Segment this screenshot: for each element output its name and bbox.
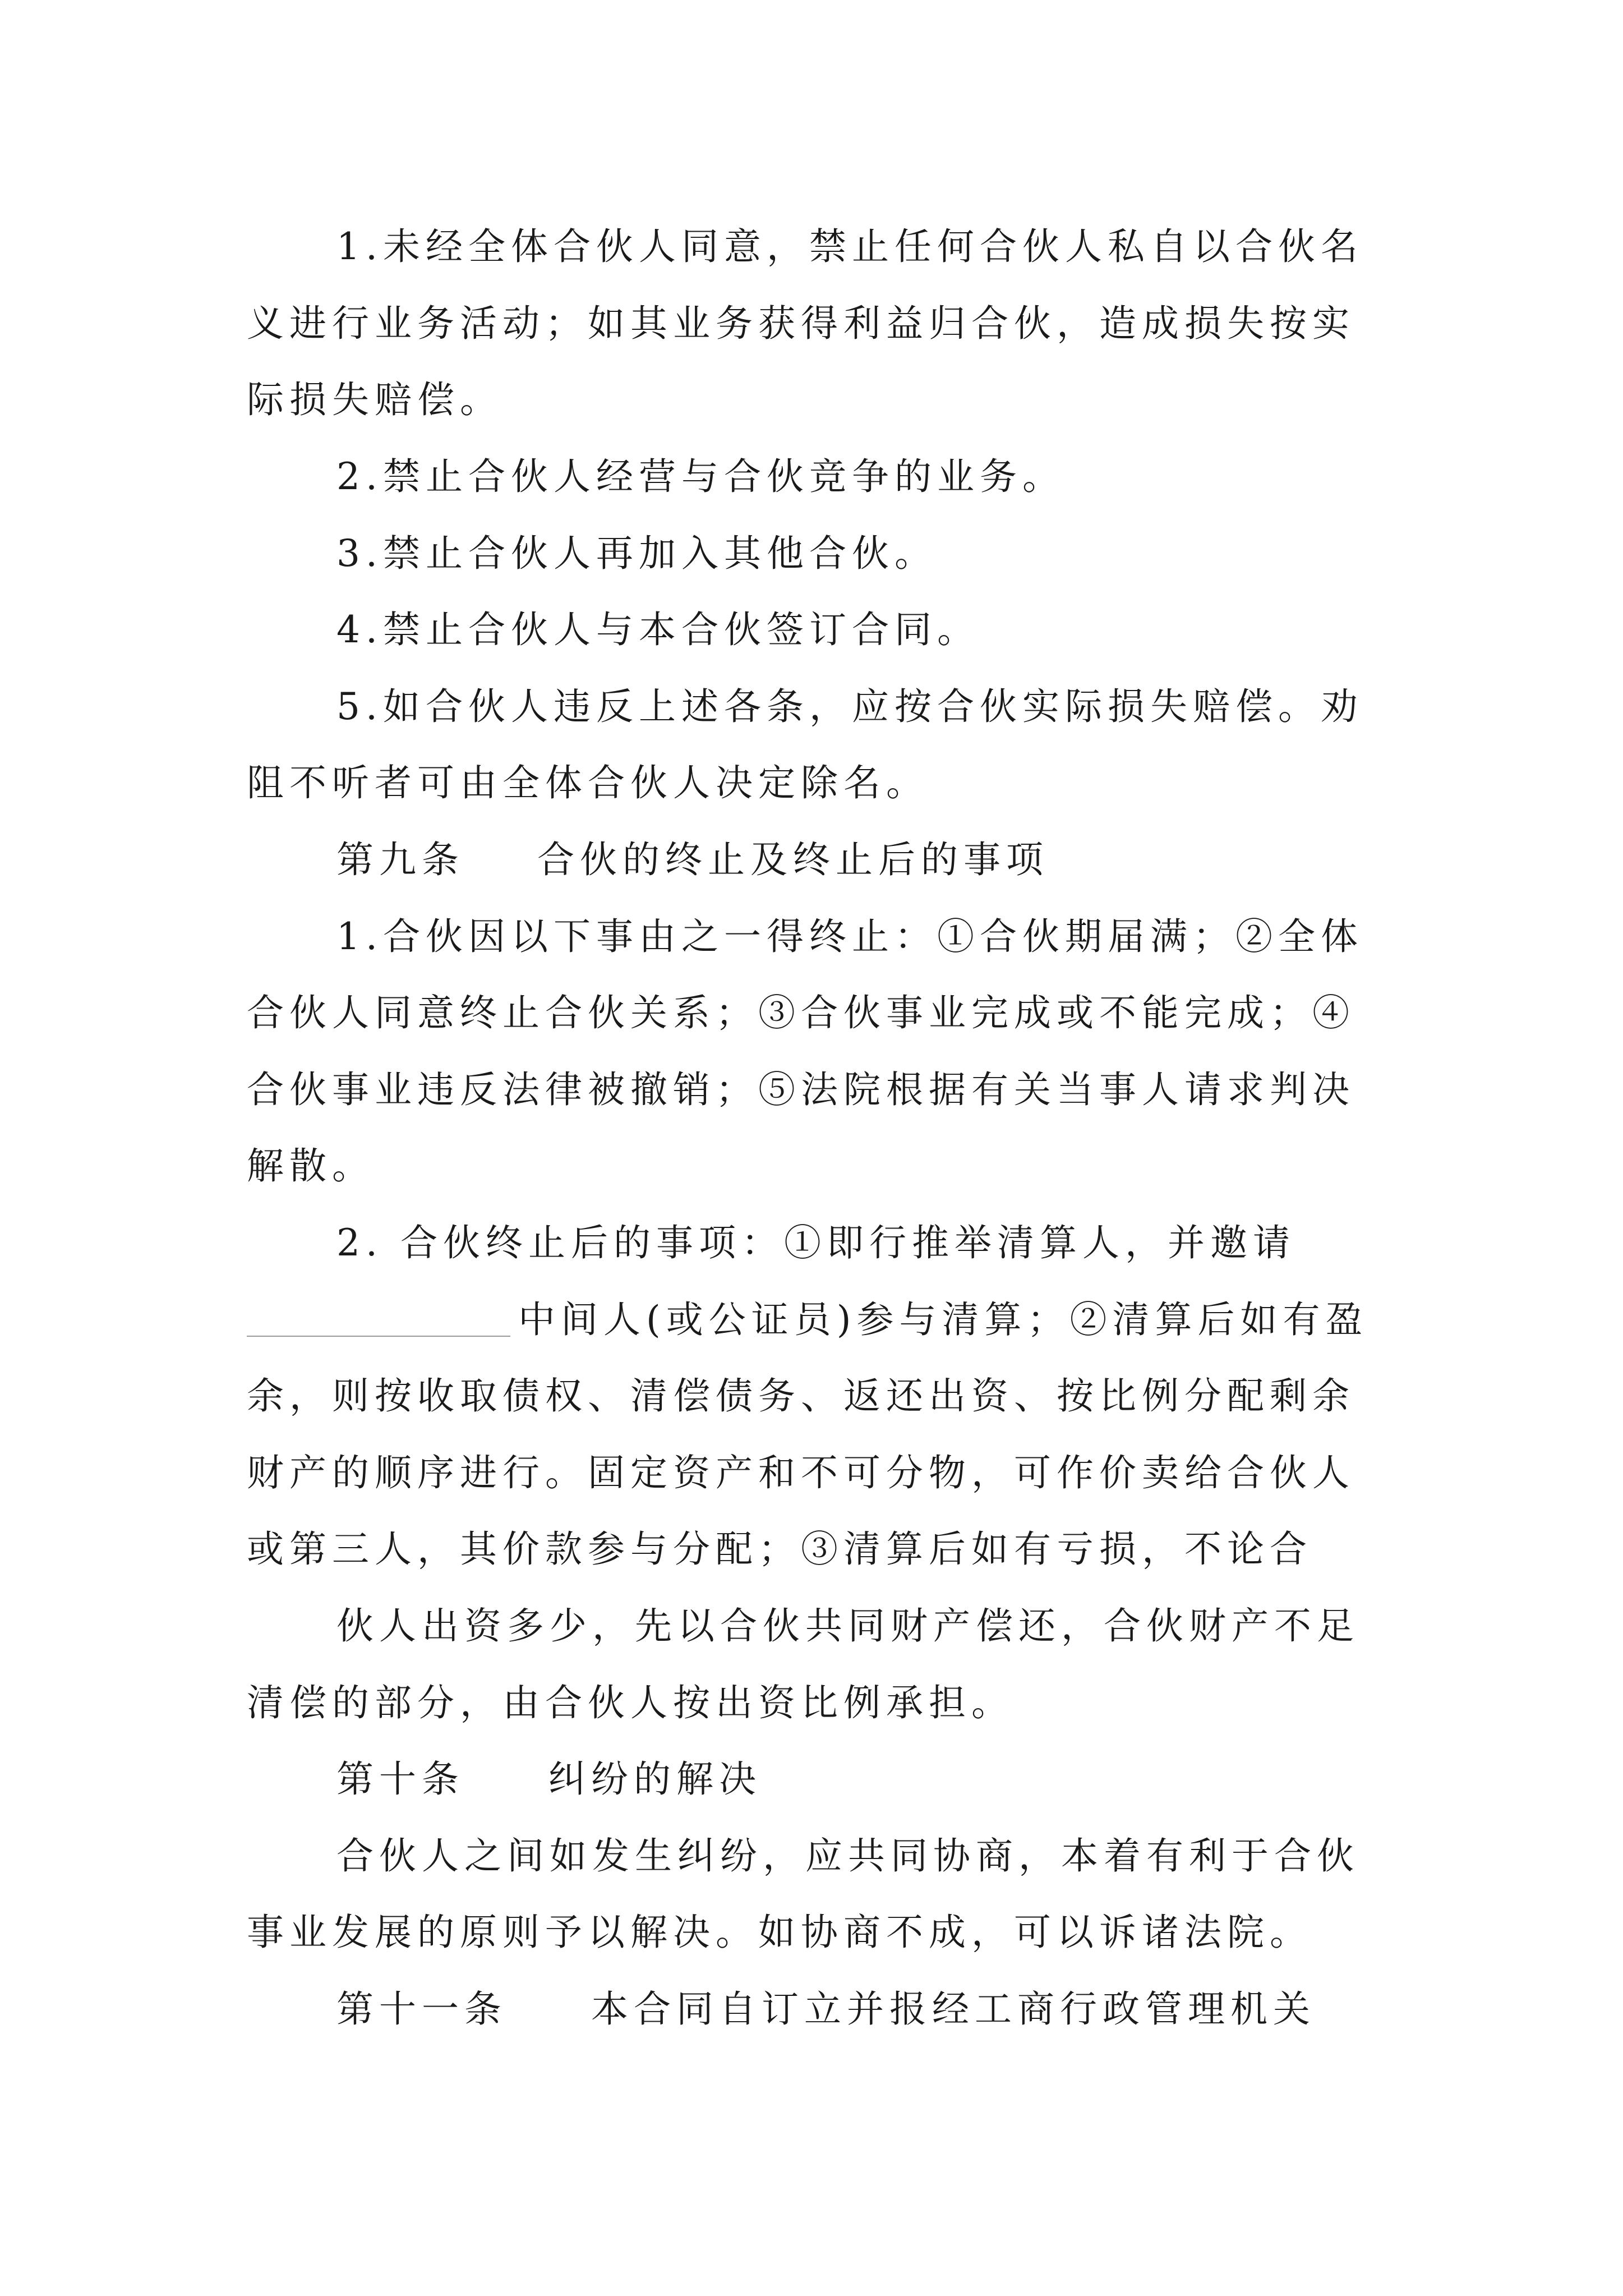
article-heading xyxy=(336,832,1049,888)
paragraph-line: 义进行业务活动；如其业务获得利益归合伙，造成损失按实 xyxy=(247,302,1355,345)
paragraph-line: 际损失赔偿。 xyxy=(247,378,502,421)
article-text: 本合同自订立并报经工商行政管理机关 xyxy=(591,1987,1316,2031)
paragraph-line: 合伙事业违反法律被撤销；⑤法院根据有关当事人请求判决 xyxy=(247,1068,1355,1111)
paragraph-line: 5.如合伙人违反上述各条，应按合伙实际损失赔偿。劝 xyxy=(336,685,1363,728)
paragraph-line: 或第三人，其价款参与分配；③清算后如有亏损，不论合 xyxy=(247,1527,1312,1571)
paragraph-line-with-blank xyxy=(247,1292,1368,1348)
paragraph-line: 余，则按收取债权、清偿债务、返还出资、按比例分配剩余 xyxy=(247,1374,1355,1418)
fill-in-blank[interactable] xyxy=(247,1302,510,1337)
paragraph-line: 解散。 xyxy=(247,1144,375,1188)
paragraph-line: 财产的顺序进行。固定资产和不可分物，可作价卖给合伙人 xyxy=(247,1451,1355,1494)
paragraph-line: 合伙人之间如发生纠纷，应共同协商，本着有利于合伙 xyxy=(336,1834,1359,1878)
paragraph-line: 2.禁止合伙人经营与合伙竞争的业务。 xyxy=(336,455,1065,498)
article-number: 第九条 xyxy=(336,838,464,881)
paragraph-line: 1.未经全体合伙人同意，禁止任何合伙人私自以合伙名 xyxy=(336,225,1363,268)
paragraph-line: 合伙人同意终止合伙关系；③合伙事业完成或不能完成；④ xyxy=(247,991,1355,1034)
paragraph-line: 事业发展的原则予以解决。如协商不成，可以诉诸法院。 xyxy=(247,1911,1312,1954)
article-number: 第十条 xyxy=(336,1757,464,1801)
paragraph-line: 2. 合伙终止后的事项：①即行推举清算人，并邀请 xyxy=(336,1221,1295,1264)
paragraph-line: 4.禁止合伙人与本合伙签订合同。 xyxy=(336,608,980,651)
article-title: 纠纷的解决 xyxy=(548,1757,762,1801)
paragraph-line: 伙人出资多少，先以合伙共同财产偿还，合伙财产不足 xyxy=(336,1604,1359,1648)
paragraph-line-text: 中间人(或公证员)参与清算；②清算后如有盈 xyxy=(518,1298,1368,1341)
article-heading xyxy=(336,1751,762,1807)
paragraph-line: 1.合伙因以下事由之一得终止：①合伙期届满；②全体 xyxy=(336,915,1363,958)
article-title: 合伙的终止及终止后的事项 xyxy=(537,838,1049,881)
paragraph-line: 3.禁止合伙人再加入其他合伙。 xyxy=(336,532,937,575)
paragraph-line: 阻不听者可由全体合伙人决定除名。 xyxy=(247,761,929,804)
article-number: 第十一条 xyxy=(336,1987,507,2031)
article-heading xyxy=(336,1981,1316,2037)
paragraph-line: 清偿的部分，由合伙人按出资比例承担。 xyxy=(247,1681,1014,1724)
